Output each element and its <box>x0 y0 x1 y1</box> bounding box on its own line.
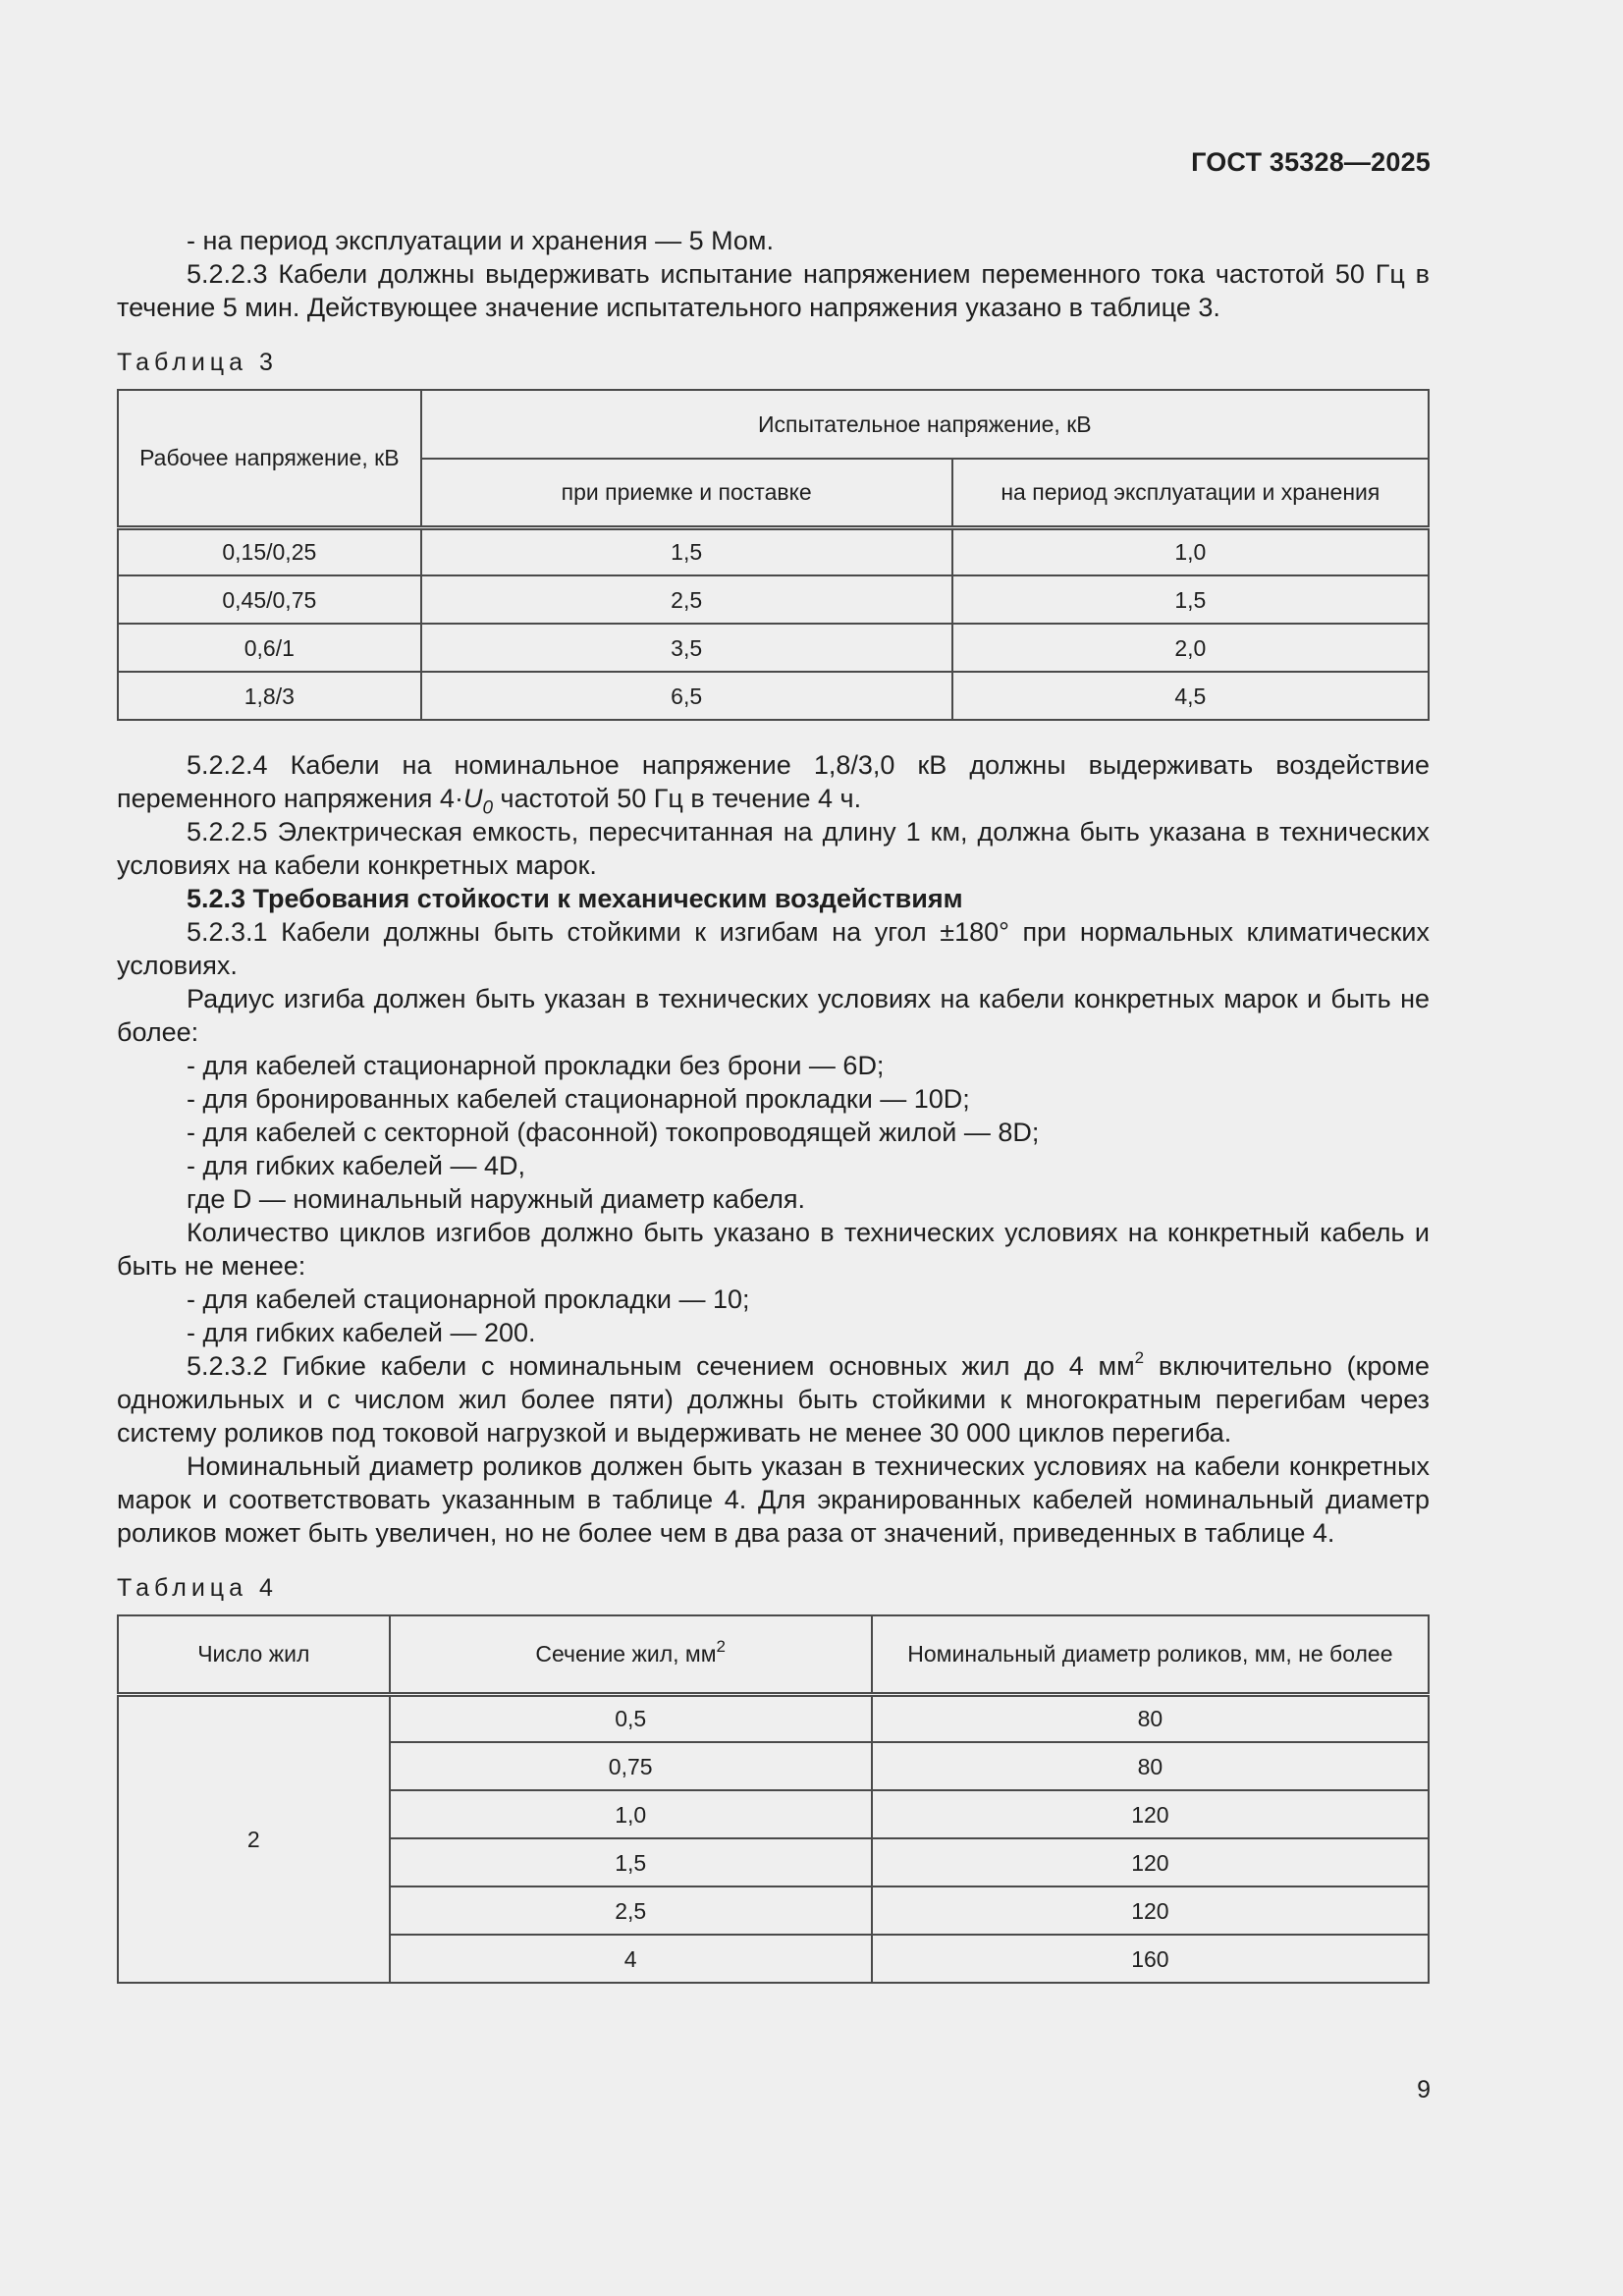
radius-list <box>117 1049 1430 1182</box>
table3-cell: 0,15/0,25 <box>118 527 421 575</box>
paragraph-5232-text: 5.2.3.2 Гибкие кабели с номинальным сечением основных жил до 4 мм <box>187 1351 1135 1381</box>
table3-header-test-voltage: Испытательное напряжение, кВ <box>421 390 1429 459</box>
table3-header-working-voltage: Рабочее напряжение, кВ <box>118 390 421 527</box>
table-row <box>118 624 1429 672</box>
paragraph-5231: 5.2.3.1 Кабели должны быть стойкими к изгибам на угол ±180° при нормальных климатических условиях. <box>117 917 1430 980</box>
table4-cell: 4 <box>390 1935 872 1983</box>
voltage-symbol: U <box>462 784 483 813</box>
document-id: ГОСТ 35328—2025 <box>1191 147 1431 177</box>
table3-cell: 3,5 <box>421 624 952 672</box>
cycles-list <box>117 1283 1430 1349</box>
table-4 <box>117 1614 1430 1984</box>
table4-cell: 2,5 <box>390 1886 872 1935</box>
table4-header-diameter: Номинальный диаметр роликов, мм, не более <box>872 1615 1429 1694</box>
table3-cell: 4,5 <box>952 672 1429 720</box>
table3-cell: 0,6/1 <box>118 624 421 672</box>
list-item: - для гибких кабелей — 200. <box>187 1318 536 1347</box>
table3-cell: 1,5 <box>421 527 952 575</box>
table4-cell: 160 <box>872 1935 1429 1983</box>
list-item: - для кабелей стационарной прокладки — 10; <box>187 1285 750 1314</box>
table3-cell: 1,0 <box>952 527 1429 575</box>
paragraph-cycles: Количество циклов изгибов должно быть указано в технических условиях на конкретный кабель и быть не менее: <box>117 1218 1430 1281</box>
table-row <box>118 575 1429 624</box>
paragraph-rollers: Номинальный диаметр роликов должен быть указан в технических условиях на кабели конкретных марок и соответствовать указанным в таблице 4. Для экранированных кабелей номинальный диаметр роликов может быть увеличен, но не более чем в два раза от значений, приведенных в таблице 4. <box>117 1451 1430 1548</box>
where-d-note: где D — номинальный наружный диаметр кабеля. <box>187 1184 806 1214</box>
table3-subheader-operation: на период эксплуатации и хранения <box>952 459 1429 527</box>
paragraph-5232 <box>117 1349 1430 1449</box>
table3-cell: 0,45/0,75 <box>118 575 421 624</box>
square-superscript: 2 <box>1134 1348 1145 1367</box>
page-content <box>117 224 1430 1984</box>
paragraph-5225: 5.2.2.5 Электрическая емкость, пересчитанная на длину 1 км, должна быть указана в технических условиях на кабели конкретных марок. <box>117 817 1430 880</box>
table-row <box>118 1694 1429 1742</box>
list-item: - для гибких кабелей — 4D, <box>187 1151 525 1180</box>
table4-cell: 0,75 <box>390 1742 872 1790</box>
table4-cell: 80 <box>872 1694 1429 1742</box>
table-row <box>118 672 1429 720</box>
paragraph-5223: 5.2.2.3 Кабели должны выдерживать испытание напряжением переменного тока частотой 50 Гц в течение 5 мин. Действующее значение испытательного напряжения указано в таблице 3. <box>117 259 1430 322</box>
section-heading-523: 5.2.3 Требования стойкости к механическим воздействиям <box>187 884 963 913</box>
list-item: - для кабелей стационарной прокладки без брони — 6D; <box>187 1051 885 1080</box>
paragraph-5224-text: 5.2.2.4 Кабели на номинальное напряжение 1,8/3,0 кВ должны выдерживать воздействие переменного напряжения 4· <box>117 750 1430 813</box>
table4-header-cores: Число жил <box>118 1615 390 1694</box>
table3-cell: 6,5 <box>421 672 952 720</box>
table4-cell: 1,0 <box>390 1790 872 1838</box>
table4-cores-cell: 2 <box>118 1694 390 1983</box>
list-item: - для бронированных кабелей стационарной прокладки — 10D; <box>187 1084 970 1114</box>
table3-cell: 2,0 <box>952 624 1429 672</box>
paragraph-5224-tail: частотой 50 Гц в течение 4 ч. <box>493 784 862 813</box>
page-number: 9 <box>1417 2076 1431 2104</box>
table4-cell: 120 <box>872 1886 1429 1935</box>
table4-cell: 1,5 <box>390 1838 872 1886</box>
table3-cell: 2,5 <box>421 575 952 624</box>
voltage-subscript: 0 <box>482 797 494 819</box>
table3-cell: 1,5 <box>952 575 1429 624</box>
table4-cell: 120 <box>872 1790 1429 1838</box>
table3-caption: Таблица 3 <box>117 349 278 376</box>
paragraph-5224 <box>117 748 1430 819</box>
table4-header-section-text: Сечение жил, мм <box>535 1641 717 1667</box>
table4-header-section <box>390 1615 872 1694</box>
table-row <box>118 527 1429 575</box>
paragraph-5232-tail: включительно (кроме одножильных и с числом жил более пяти) должны быть стойкими к многократным перегибам через систему роликов под токовой нагрузкой и выдерживать не менее 30 000 циклов перегиба. <box>117 1351 1430 1448</box>
table-3 <box>117 389 1430 721</box>
table3-subheader-acceptance: при приемке и поставке <box>421 459 952 527</box>
table4-caption: Таблица 4 <box>117 1574 278 1602</box>
paragraph-radius: Радиус изгиба должен быть указан в технических условиях на кабели конкретных марок и быть не более: <box>117 984 1430 1047</box>
table4-cell: 120 <box>872 1838 1429 1886</box>
table3-cell: 1,8/3 <box>118 672 421 720</box>
table4-cell: 80 <box>872 1742 1429 1790</box>
list-item: - для кабелей с секторной (фасонной) токопроводящей жилой — 8D; <box>187 1118 1040 1147</box>
table4-header-section-sup: 2 <box>716 1636 727 1656</box>
list-item: - на период эксплуатации и хранения — 5 Мом. <box>187 226 774 255</box>
table4-cell: 0,5 <box>390 1694 872 1742</box>
